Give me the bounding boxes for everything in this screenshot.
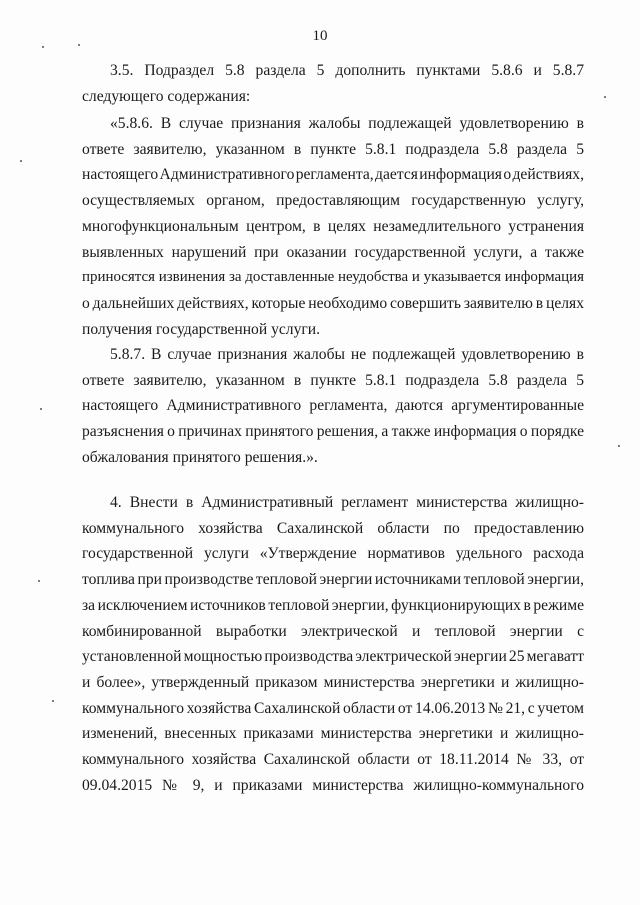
- paragraph-3-5: [82, 58, 584, 109]
- text-line: выявленных нарушений при оказании государственной услуги, а также: [82, 243, 584, 261]
- text-line: о дальнейших действиях, которые необходимо совершить заявителю в целях: [82, 294, 584, 312]
- paragraph-5-8-7: [82, 342, 584, 471]
- text-line: установленной мощностью производства электрической энергии 25 мегаватт: [82, 648, 584, 666]
- paragraph-4: [82, 490, 584, 798]
- text-line: государственной услуги «Утверждение нормативов удельного расхода: [82, 545, 584, 563]
- scan-speck: [40, 408, 42, 410]
- paragraph-5-8-6: [82, 111, 584, 342]
- text-line: коммунального хозяйства Сахалинской области от 18.11.2014 № 33, от: [82, 751, 584, 769]
- text-line: настоящего Административного регламента, дается информация о действиях,: [82, 166, 584, 184]
- text-line: 4. Внести в Административный регламент министерства жилищно-: [110, 494, 584, 511]
- text-line: ответе заявителю, указанном в пункте 5.8.1 подраздела 5.8 раздела 5: [82, 371, 584, 389]
- text-line: ответе заявителю, указанном в пункте 5.8.1 подраздела 5.8 раздела 5: [82, 140, 584, 158]
- text-line: разъяснения о причинах принятого решения, а также информация о порядке: [82, 423, 584, 441]
- text-line: многофункциональным центром, в целях незамедлительного устранения: [82, 217, 584, 235]
- text-line: 3.5. Подраздел 5.8 раздела 5 дополнить пунктами 5.8.6 и 5.8.7: [110, 62, 584, 79]
- text-line: комбинированной выработки электрической и тепловой энергии с: [82, 622, 584, 640]
- scan-speck: [618, 445, 620, 447]
- scan-speck: [604, 96, 606, 98]
- text-line: и более», утвержденный приказом министерства энергетики и жилищно-: [82, 673, 584, 691]
- text-line: за исключением источников тепловой энергии, функционирующих в режиме: [82, 596, 584, 614]
- text-line: получения государственной услуги.: [82, 320, 321, 338]
- text-line: коммунального хозяйства Сахалинской области от 14.06.2013 № 21, с учетом: [82, 699, 584, 717]
- text-line: «5.8.6. В случае признания жалобы подлежащей удовлетворению в: [110, 115, 584, 132]
- scan-speck: [20, 160, 22, 162]
- text-line: следующего содержания:: [82, 87, 251, 105]
- text-line: коммунального хозяйства Сахалинской области по предоставлению: [82, 519, 584, 537]
- text-line: настоящего Административного регламента, даются аргументированные: [82, 397, 584, 415]
- scan-speck: [38, 580, 40, 582]
- text-line: 5.8.7. В случае признания жалобы не подлежащей удовлетворению в: [110, 346, 584, 363]
- scan-speck: [52, 700, 54, 702]
- text-line: 09.04.2015 № 9, и приказами министерства жилищно-коммунального: [82, 776, 584, 794]
- text-line: изменений, внесенных приказами министерства энергетики и жилищно-: [82, 725, 584, 743]
- scan-speck: [42, 46, 44, 48]
- page-number: 10: [312, 28, 328, 44]
- text-line: обжалования принятого решения.».: [82, 448, 318, 466]
- text-line: осуществляемых органом, предоставляющим государственную услугу,: [82, 192, 584, 210]
- scan-speck: [78, 44, 80, 46]
- text-line: топлива при производстве тепловой энергии источниками тепловой энергии,: [82, 571, 584, 589]
- text-line: приносятся извинения за доставленные неудобства и указывается информация: [82, 269, 584, 286]
